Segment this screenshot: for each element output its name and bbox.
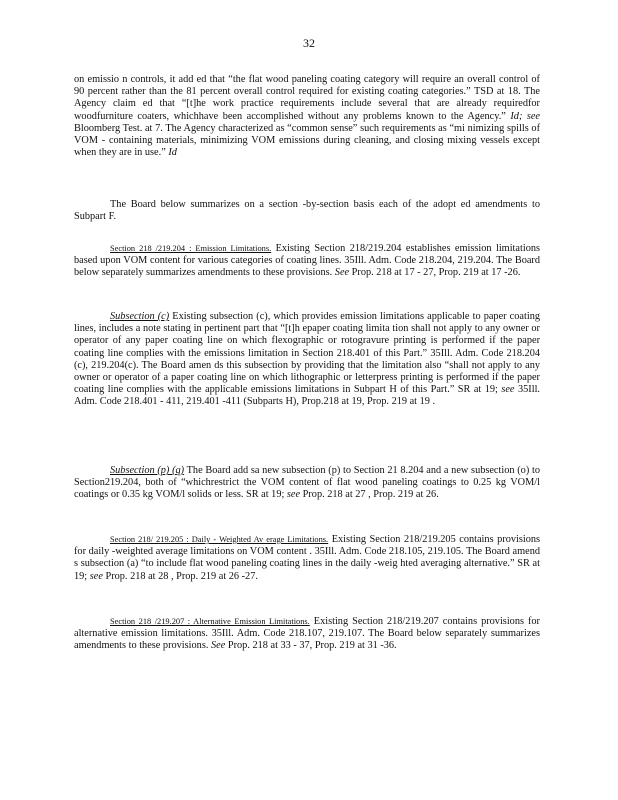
section-heading: Section 218 /219.204 : Emission Limitations. (110, 244, 272, 253)
citation-id-2: Id (168, 147, 177, 159)
subsection-p-q (74, 465, 540, 502)
citation-see: see (501, 384, 515, 396)
paragraph-1 (74, 74, 540, 159)
citation-id: Id (510, 110, 519, 122)
section-218-219-207 (74, 616, 540, 653)
subsection-heading: Subsection (p) (q) (110, 465, 185, 476)
page-number: 32 (303, 36, 315, 50)
citation-see: ; see (518, 110, 541, 122)
citation-see: See (211, 640, 226, 652)
section-body: Existing Section 218/219.204 establishes emission limitations based upon VOM content for various categories of coating lines. 35Ill. Adm. Code 218.204, 219.204. The Board below separately summarizes amendments to these provisions. (74, 243, 541, 279)
section-heading: Section 218 /219.207 : Alternative Emission Limitations. (110, 617, 310, 626)
section-tail: Prop. 218 at 17 - 27, Prop. 219 at 17 -26. (351, 267, 521, 279)
citation-see: see (89, 570, 103, 582)
subsection-tail: Prop. 218 at 27 , Prop. 219 at 26. (302, 489, 439, 501)
paragraph-1-text: on emissio n controls, it add ed that “the flat wood paneling coating category will require an overall control of 90 percent rather than the 81 percent overall control required for existing coating categories.” TSD at 18. The Agency claim ed that “[t]he work practice requirements include several that are already requiredfor woodfurniture coaters, whichhave been accomplished without any problems known to the Agency.” (74, 74, 540, 122)
citation-see: see (286, 489, 301, 501)
subsection-tail: 35Ill. Adm. Code 218.401 - 411, 219.401 -411 (Subparts H), Prop.218 at 19, Prop. 219 at 19 . (74, 384, 541, 408)
citation-see: See (334, 267, 350, 279)
subsection-body: The Board add sa new subsection (p) to Section 21 8.204 and a new subsection (o) to Section219.204, both of “whichrestrict the VOM content of flat wood paneling coatings to 0.25 kg VOM/l coatings or 0.35 kg VOM/l solids or less. SR at 19; (74, 465, 541, 501)
section-tail: Prop. 218 at 33 - 37, Prop. 219 at 31 -36. (227, 640, 397, 652)
paragraph-1-text-b: Bloomberg Test. at 7. The Agency characterized as “common sense” such requirements as “mi nimizing spills of VOM - containing materials, minimizing VOM emissions during cleaning, and closing mixing vessels except when they are in use.” (74, 122, 540, 159)
subsection-body: Existing subsection (c), which provides emission limitations applicable to paper coating lines, includes a note stating in pertinent part that “[t]h epaper coating limita tion shall not apply to any owner or operator of any paper coating line on which flexographic or rotogravure printing is performed if the paper coating line complies with the emissions limitation in Section 218.401 of this Part.” 35Ill. Adm. Code 218.204 (c), 219.204(c). The Board amen ds this subsection by providing that the limitation also “shall not apply to any owner or operator of a paper coating line on which lithographic or letterpress printing is performed if the paper coating line complies with the applicable emissions limitations in Subpart H of this Part.” SR at 19; (74, 311, 540, 396)
section-218-219-205 (74, 534, 540, 583)
section-body: Existing Section 218/219.207 contains provisions for alternative emission limitations. 35Ill. Adm. Code 218.107, 219.107. The Board below separately summarizes amendments to these provisions. (74, 616, 540, 652)
subsection-c (74, 311, 540, 409)
section-heading: Section 218/ 219.205 : Daily - Weighted Av erage Limitations. (110, 535, 329, 544)
section-tail: Prop. 218 at 28 , Prop. 219 at 26 -27. (105, 570, 258, 582)
section-body: Existing Section 218/219.205 contains provisions for daily -weighted average limitations on VOM content . 35Ill. Adm. Code 218.105, 219.105. The Board amend s subsection (a) “to include flat wood paneling coating lines in the daily -weig hted averaging alternative.” SR at 19; (74, 534, 541, 582)
subsection-heading: Subsection (c) (110, 311, 170, 322)
paragraph-2: The Board below summarizes on a section -by-section basis each of the adopt ed amendments to Subpart F. (74, 199, 540, 223)
section-218-219-204 (74, 243, 540, 280)
